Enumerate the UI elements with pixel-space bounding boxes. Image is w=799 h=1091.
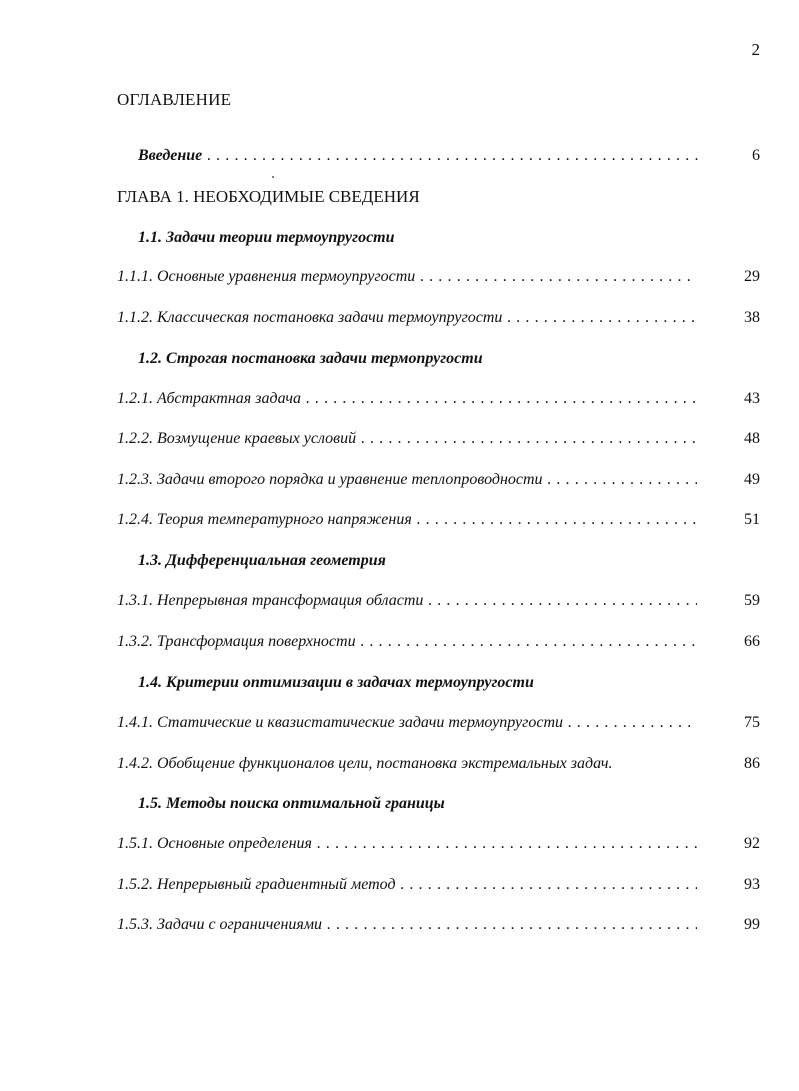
- toc-entry[interactable]: [117, 633, 760, 655]
- toc-entry-title: 1.4.1. Статические и квазистатические задачи термоупругости . . .: [117, 714, 697, 732]
- section-heading: 1.2. Строгая постановка задачи термопругости: [138, 350, 483, 367]
- toc-entry-intro[interactable]: [138, 147, 760, 169]
- toc-entry[interactable]: [117, 309, 760, 331]
- toc-entry-page: 49: [744, 471, 760, 488]
- toc-entry[interactable]: [117, 714, 760, 736]
- section-heading: 1.4. Критерии оптимизации в задачах термоупругости: [138, 674, 534, 691]
- toc-entry-title: 1.1.1. Основные уравнения термоупругости . . .: [117, 268, 697, 286]
- toc-entry-title: 1.2.4. Теория температурного напряжения . . .: [117, 511, 697, 529]
- toc-entry-page: 43: [744, 390, 760, 407]
- toc-entry-title: 1.5.3. Задачи с ограничениями . . .: [117, 916, 697, 934]
- chapter-title: ГЛАВА 1. НЕОБХОДИМЫЕ СВЕДЕНИЯ: [117, 187, 420, 206]
- toc-entry[interactable]: [117, 592, 760, 614]
- toc-entry-page: 6: [752, 147, 760, 164]
- toc-entry[interactable]: [117, 268, 760, 290]
- toc-entry-page: 92: [744, 835, 760, 852]
- scan-speck: [272, 176, 274, 178]
- toc-entry-title: 1.4.2. Обобщение функционалов цели, постановка экстремальных задач.: [117, 755, 613, 772]
- toc-entry-page: 59: [744, 592, 760, 609]
- toc-entry[interactable]: [117, 876, 760, 898]
- page-number: 2: [751, 40, 760, 59]
- toc-entry-page: 38: [744, 309, 760, 326]
- toc-entry-title: 1.2.3. Задачи второго порядка и уравнение теплопроводности . . .: [117, 471, 697, 489]
- toc-entry-page: 48: [744, 430, 760, 447]
- toc-entry[interactable]: [117, 471, 760, 493]
- toc-entry-page: 75: [744, 714, 760, 731]
- toc-entry-page: 93: [744, 876, 760, 893]
- toc-entry-page: 86: [744, 755, 760, 772]
- toc-entry[interactable]: [117, 390, 760, 412]
- toc-entry-page: 99: [744, 916, 760, 933]
- toc-entry-title: 1.1.2. Классическая постановка задачи термоупругости . . .: [117, 309, 697, 327]
- toc-entry[interactable]: [117, 916, 760, 938]
- toc-entry-page: 51: [744, 511, 760, 528]
- toc-entry[interactable]: [117, 755, 760, 777]
- toc-entry-title: 1.2.2. Возмущение краевых условий . . .: [117, 430, 697, 448]
- section-heading: 1.5. Методы поиска оптимальной границы: [138, 795, 445, 812]
- toc-entry-title: 1.2.1. Абстрактная задача . . .: [117, 390, 697, 408]
- toc-title: ОГЛАВЛЕНИЕ: [117, 90, 232, 109]
- toc-entry-title: 1.3.2. Трансформация поверхности . . .: [117, 633, 697, 651]
- toc-entry-title: 1.3.1. Непрерывная трансформация области . . .: [117, 592, 697, 610]
- toc-entry-title: 1.5.2. Непрерывный градиентный метод . . .: [117, 876, 697, 894]
- toc-entry-title: Введение . . .: [138, 147, 698, 165]
- toc-entry-title: 1.5.1. Основные определения . . .: [117, 835, 697, 853]
- toc-entry-page: 29: [744, 268, 760, 285]
- toc-entry[interactable]: [117, 430, 760, 452]
- toc-entry[interactable]: [117, 511, 760, 533]
- toc-entry[interactable]: [117, 835, 760, 857]
- section-heading: 1.1. Задачи теории термоупругости: [138, 229, 395, 246]
- toc-entry-page: 66: [744, 633, 760, 650]
- section-heading: 1.3. Дифференциальная геометрия: [138, 552, 386, 569]
